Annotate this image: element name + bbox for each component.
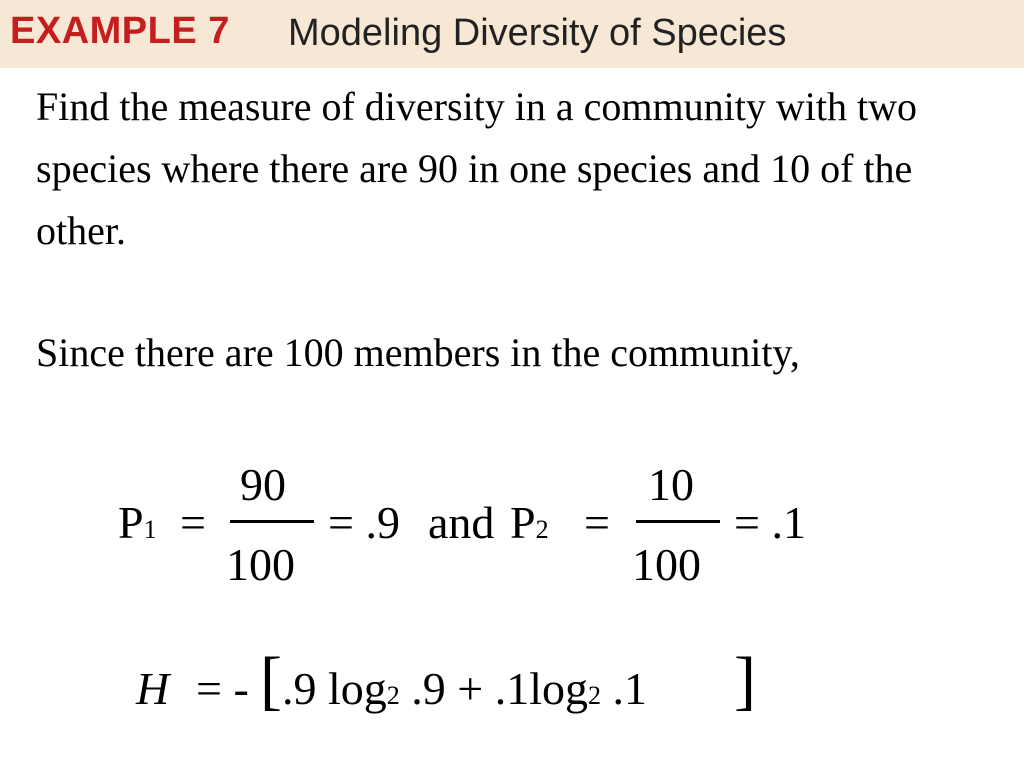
example-title: Modeling Diversity of Species [288,12,787,54]
fraction2-numerator: 10 [648,459,694,510]
and-word: and [428,497,495,548]
bracket-open: [ [260,644,282,717]
bracket-close: ] [734,644,756,717]
p1-term [118,497,157,548]
p1-symbol: P [118,497,144,548]
fraction1-denominator: 100 [226,539,295,590]
h-symbol: H [136,663,170,714]
example-header [0,0,1024,68]
problem-statement: Find the measure of diversity in a community with two species where there are 90 in one species and 10 of the other. [36,84,917,253]
p2-symbol: P [510,497,536,548]
fraction1-bar [230,520,314,523]
fraction2-bar [636,520,720,523]
result2: = .1 [734,497,806,548]
term2: .9 + .1log [399,663,589,714]
equals-sign-2: = [584,497,610,548]
p2-subscript: 2 [535,515,549,544]
p1-subscript: 1 [143,515,157,544]
reasoning-text: Since there are 100 members in the community, [36,330,800,375]
example-label: EXAMPLE 7 [10,10,230,52]
result1: = .9 [328,497,400,548]
p2-term [510,497,549,548]
log-base-1: 2 [386,681,400,710]
fraction2-denominator: 100 [632,539,701,590]
log-base-2: 2 [588,681,602,710]
term1: .9 log [282,663,387,714]
lhs-operator: = - [196,663,249,714]
equals-sign: = [180,497,206,548]
term3: .1 [601,663,648,714]
log-expression [282,663,648,714]
fraction1-numerator: 90 [240,459,286,510]
